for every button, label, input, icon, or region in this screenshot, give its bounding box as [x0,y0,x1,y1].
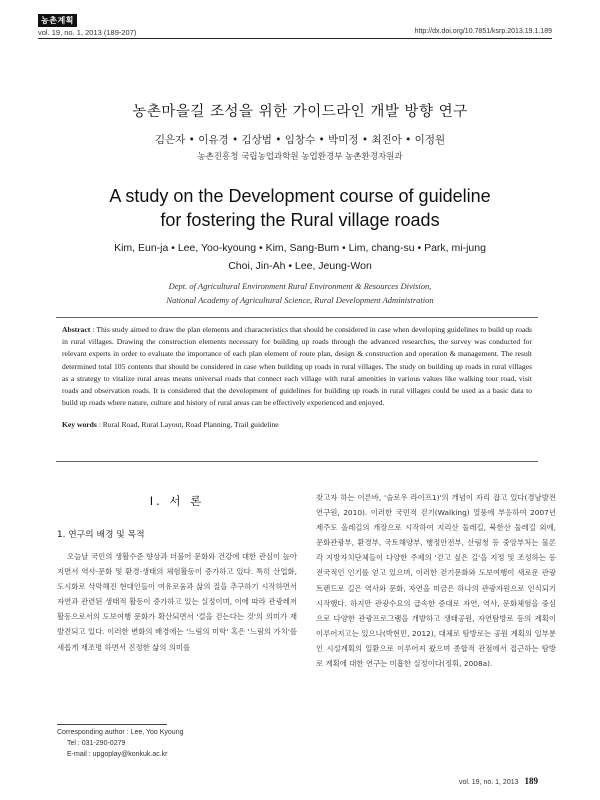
keywords-label: Key words [62,420,97,430]
body-paragraph-right: 찾고자 하는 이른바, '슬로우 라이프1)'의 개념이 자리 잡고 있다(경남발전연구원, 2010). 이러한 국민적 걷기(Walking) 열풍에 부응하여 2007년 제주도 올레길의 개장으로 시작하여 지리산 둘레길, 북한산 둘레길 외에, 문화관광부, 환경부, 국토해양부, 행정안전부, 산림청 등 중앙부처는 물론 각 지방자치단체들이 다양한 주제의 '걷고 싶은 길'을 지정 및 조성하는 등 전국적인 인기를 얻고 있으며, 이러한 걷기문화와 도보여행이 새로운 관광트렌드로 길은 역사와 문화, 자연을 미금은 하나의 관광자원으로 인식되기 시작했다. 하지만 관광수요의 급속한 증대로 자연, 역사, 문화체험을 중심으로 다양한 관광프로그램을 개발하고 생태공원, 자연탐방로 등의 계획이 이루어지고는 있으나(박현민, 2012), 대체로 탐방로는 공원 계획의 일부분인 시설계획의 일환으로 이루어져 왔으며 종합적 관점에서 접근하는 탐방로 계획에 대한 연구는 미흡한 실정이다(정휘, 2008a). [316,493,556,669]
right-column [316,490,556,671]
section-heading: Ⅰ. 서 론 [149,494,205,508]
english-title-line1: A study on the Development course of guideline [109,186,491,206]
page-footer [459,776,538,786]
english-title [0,184,600,232]
footnote-divider [57,724,167,725]
author-phone: Tel : 031-290-0279 [67,740,126,747]
english-authors-line2: Choi, Jin-Ah • Lee, Jeung-Won [228,260,372,272]
doi-link[interactable]: http://dx.doi.org/10.7851/ksrp.2013.19.1.189 [414,28,552,35]
footnote [57,727,184,760]
body-paragraph-left: 오늘날 국민의 생활수준 향상과 더불어 문화와 건강에 대한 관심이 높아지면서 역사·문화 및 환경·생태의 체험활동이 증가하고 있다. 특히 산업화, 도시화로 삭막해진 현대인들이 여유로움과 삶의 질을 추구하기 시작하면서 자연과 관련된 생태적 활동이 증가하고 있는 실정이며, 이에 따라 관광레저 활동으로서의 도보여행 문화가 확산되면서 '걸을 걷는다는 것'의 의미가 재발견되고 있다. 이러한 변화의 배경에는 '느림의 미학' 혹은 '느림의 가치'를 새롭게 재조명 하면서 진정한 삶의 의미를 [57,552,297,652]
abstract-box [56,317,538,462]
english-title-line2: for fostering the Rural village roads [160,210,440,230]
corresponding-author: Corresponding author : Lee, Yoo Kyoung [57,729,184,736]
english-affiliation-line2: National Academy of Agricultural Science, Rural Development Administration [166,295,434,305]
korean-authors: 김은자 • 이유경 • 김상범 • 임창수 • 박미정 • 최진아 • 이정원 [154,134,446,146]
abstract-text: : This study aimed to draw the plan elements and characteristics that should be considered in case when developing guidelines to build up roads in rural villages. Drawing the construction elements necessary for building up roads through the advanced researches, the survey was conducted for relevant experts in order to evaluate the importance of each plan element of route plan, design & construction and operation & management. The result determined total 105 contents that should be considered in case when building up roads in rural villages. The study on building up roads in rural villages as a strategy to vitalize rural areas means universal roads that connect each village with rural amenities in various values like walking tour road, visit roads and observation roads. It is considered that the development of guidelines for building up roads in rural villages could be used as a basic data to build up roads where nature, culture and history of rural areas can be effectively experienced and enjoyed. [62,325,532,408]
journal-badge: 농촌계획 [38,14,77,27]
left-column [57,490,297,655]
header-divider [38,38,552,39]
page-number: 189 [524,776,538,786]
english-authors [0,239,600,275]
keywords-text: : Rural Road, Rural Layout, Road Planning, Trail guideline [98,420,279,430]
author-email[interactable]: E-mail : upgoplay@konkuk.ac.kr [67,751,168,758]
footer-volume: vol. 19, no. 1, 2013 [458,779,519,786]
korean-affiliation: 농촌진흥청 국립농업과학원 농업환경부 농촌환경자원과 [197,152,403,162]
volume-info: vol. 19, no. 1, 2013 (189-207) [38,28,137,37]
subsection-heading: 1. 연구의 배경 및 목적 [57,530,145,540]
abstract [62,324,532,409]
english-affiliation-line1: Dept. of Agricultural Environment Rural Environment & Resources Division, [168,281,432,291]
korean-title: 농촌마을길 조성을 위한 가이드라인 개발 방향 연구 [132,104,468,120]
keywords [62,420,532,429]
english-authors-line1: Kim, Eun-ja • Lee, Yoo-kyoung • Kim, Sang-Bum • Lim, chang-su • Park, mi-jung [114,242,486,254]
english-affiliation [0,279,600,307]
abstract-label: Abstract [62,325,91,334]
